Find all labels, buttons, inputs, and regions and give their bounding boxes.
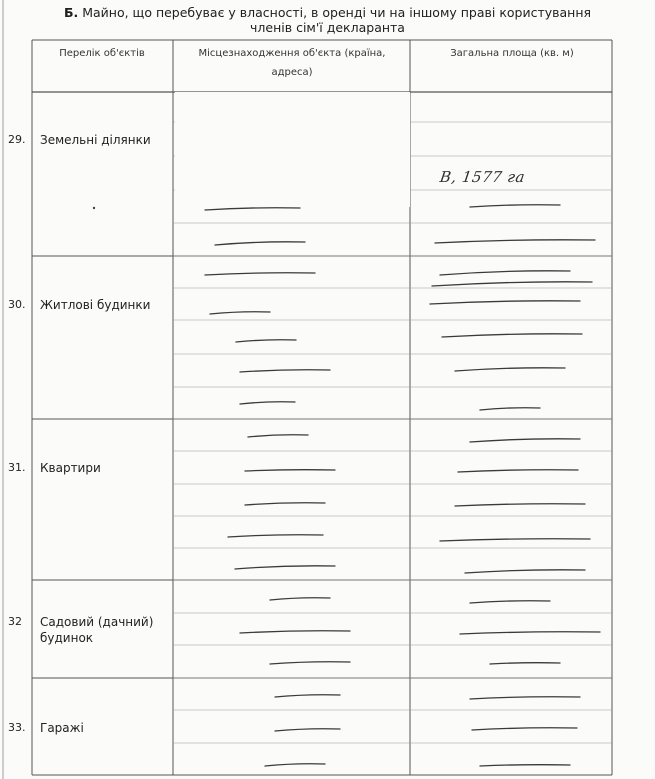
area-strike-stroke [430,301,580,304]
area-strike-stroke [470,205,560,207]
area-strike-stroke [472,728,577,730]
row-label-apartments: Квартири [40,461,101,475]
area-strike-stroke [455,504,585,506]
column-header-location: Місцезнаходження об'єкта (країна, адреса) [198,48,386,78]
row-label-houses: Житлові будинки [40,298,151,312]
location-strike-stroke [245,503,325,505]
location-strike-stroke [240,402,295,404]
location-strike-stroke [235,566,335,569]
row-number-31: 31. [8,461,26,474]
location-strike-stroke [228,535,323,537]
area-strike-stroke [470,697,580,699]
section-letter: Б. [63,5,79,20]
section-title-text: Майно, що перебуває у власності, в оренді чи на іншому праві користування [82,5,592,20]
area-strike-stroke [442,334,582,337]
area-strike-stroke [470,601,550,603]
row-number-29: 29. [8,133,26,146]
location-strike-stroke [245,470,335,471]
stray-mark [93,207,95,209]
area-strike-stroke [440,539,590,541]
area-strike-stroke [480,765,570,766]
row-number-33: 33. [8,721,26,734]
row-number-32: 32 [8,615,22,628]
location-strike-stroke [240,631,350,633]
location-strike-stroke [270,598,330,600]
area-strike-stroke [460,632,600,634]
row-label-dacha: Садовий (дачний) будинок [40,615,154,645]
location-strike-stroke [205,273,315,275]
column-header-area: Загальна площа (кв. м) [450,48,574,59]
location-strike-stroke [248,435,308,437]
area-strike-stroke [432,282,592,286]
location-strike-stroke [270,662,350,664]
location-strike-stroke [215,242,305,245]
location-strike-stroke [275,729,340,731]
location-strike-stroke [236,340,296,342]
area-strike-stroke [435,240,595,243]
location-strike-stroke [205,208,300,210]
location-strike-stroke [240,370,330,372]
location-strike-stroke [265,764,325,766]
area-strike-stroke [440,271,570,275]
location-strike-stroke [210,312,270,314]
location-strike-stroke [275,695,340,697]
area-strike-stroke [490,663,560,664]
row-number-30: 30. [8,298,26,311]
handwritten-area-value: В, 1577 га [438,168,527,186]
redacted-location-area [175,92,410,207]
area-strike-stroke [458,470,578,472]
section-title-line2: членів сім'ї декларанта [250,20,405,35]
area-strike-stroke [470,439,580,442]
area-strike-stroke [455,368,565,371]
area-strike-stroke [480,408,540,410]
column-header-objects: Перелік об'єктів [59,48,145,59]
row-label-land: Земельні ділянки [40,133,151,147]
row-label-garages: Гаражі [40,721,84,735]
area-strike-stroke [465,570,585,573]
